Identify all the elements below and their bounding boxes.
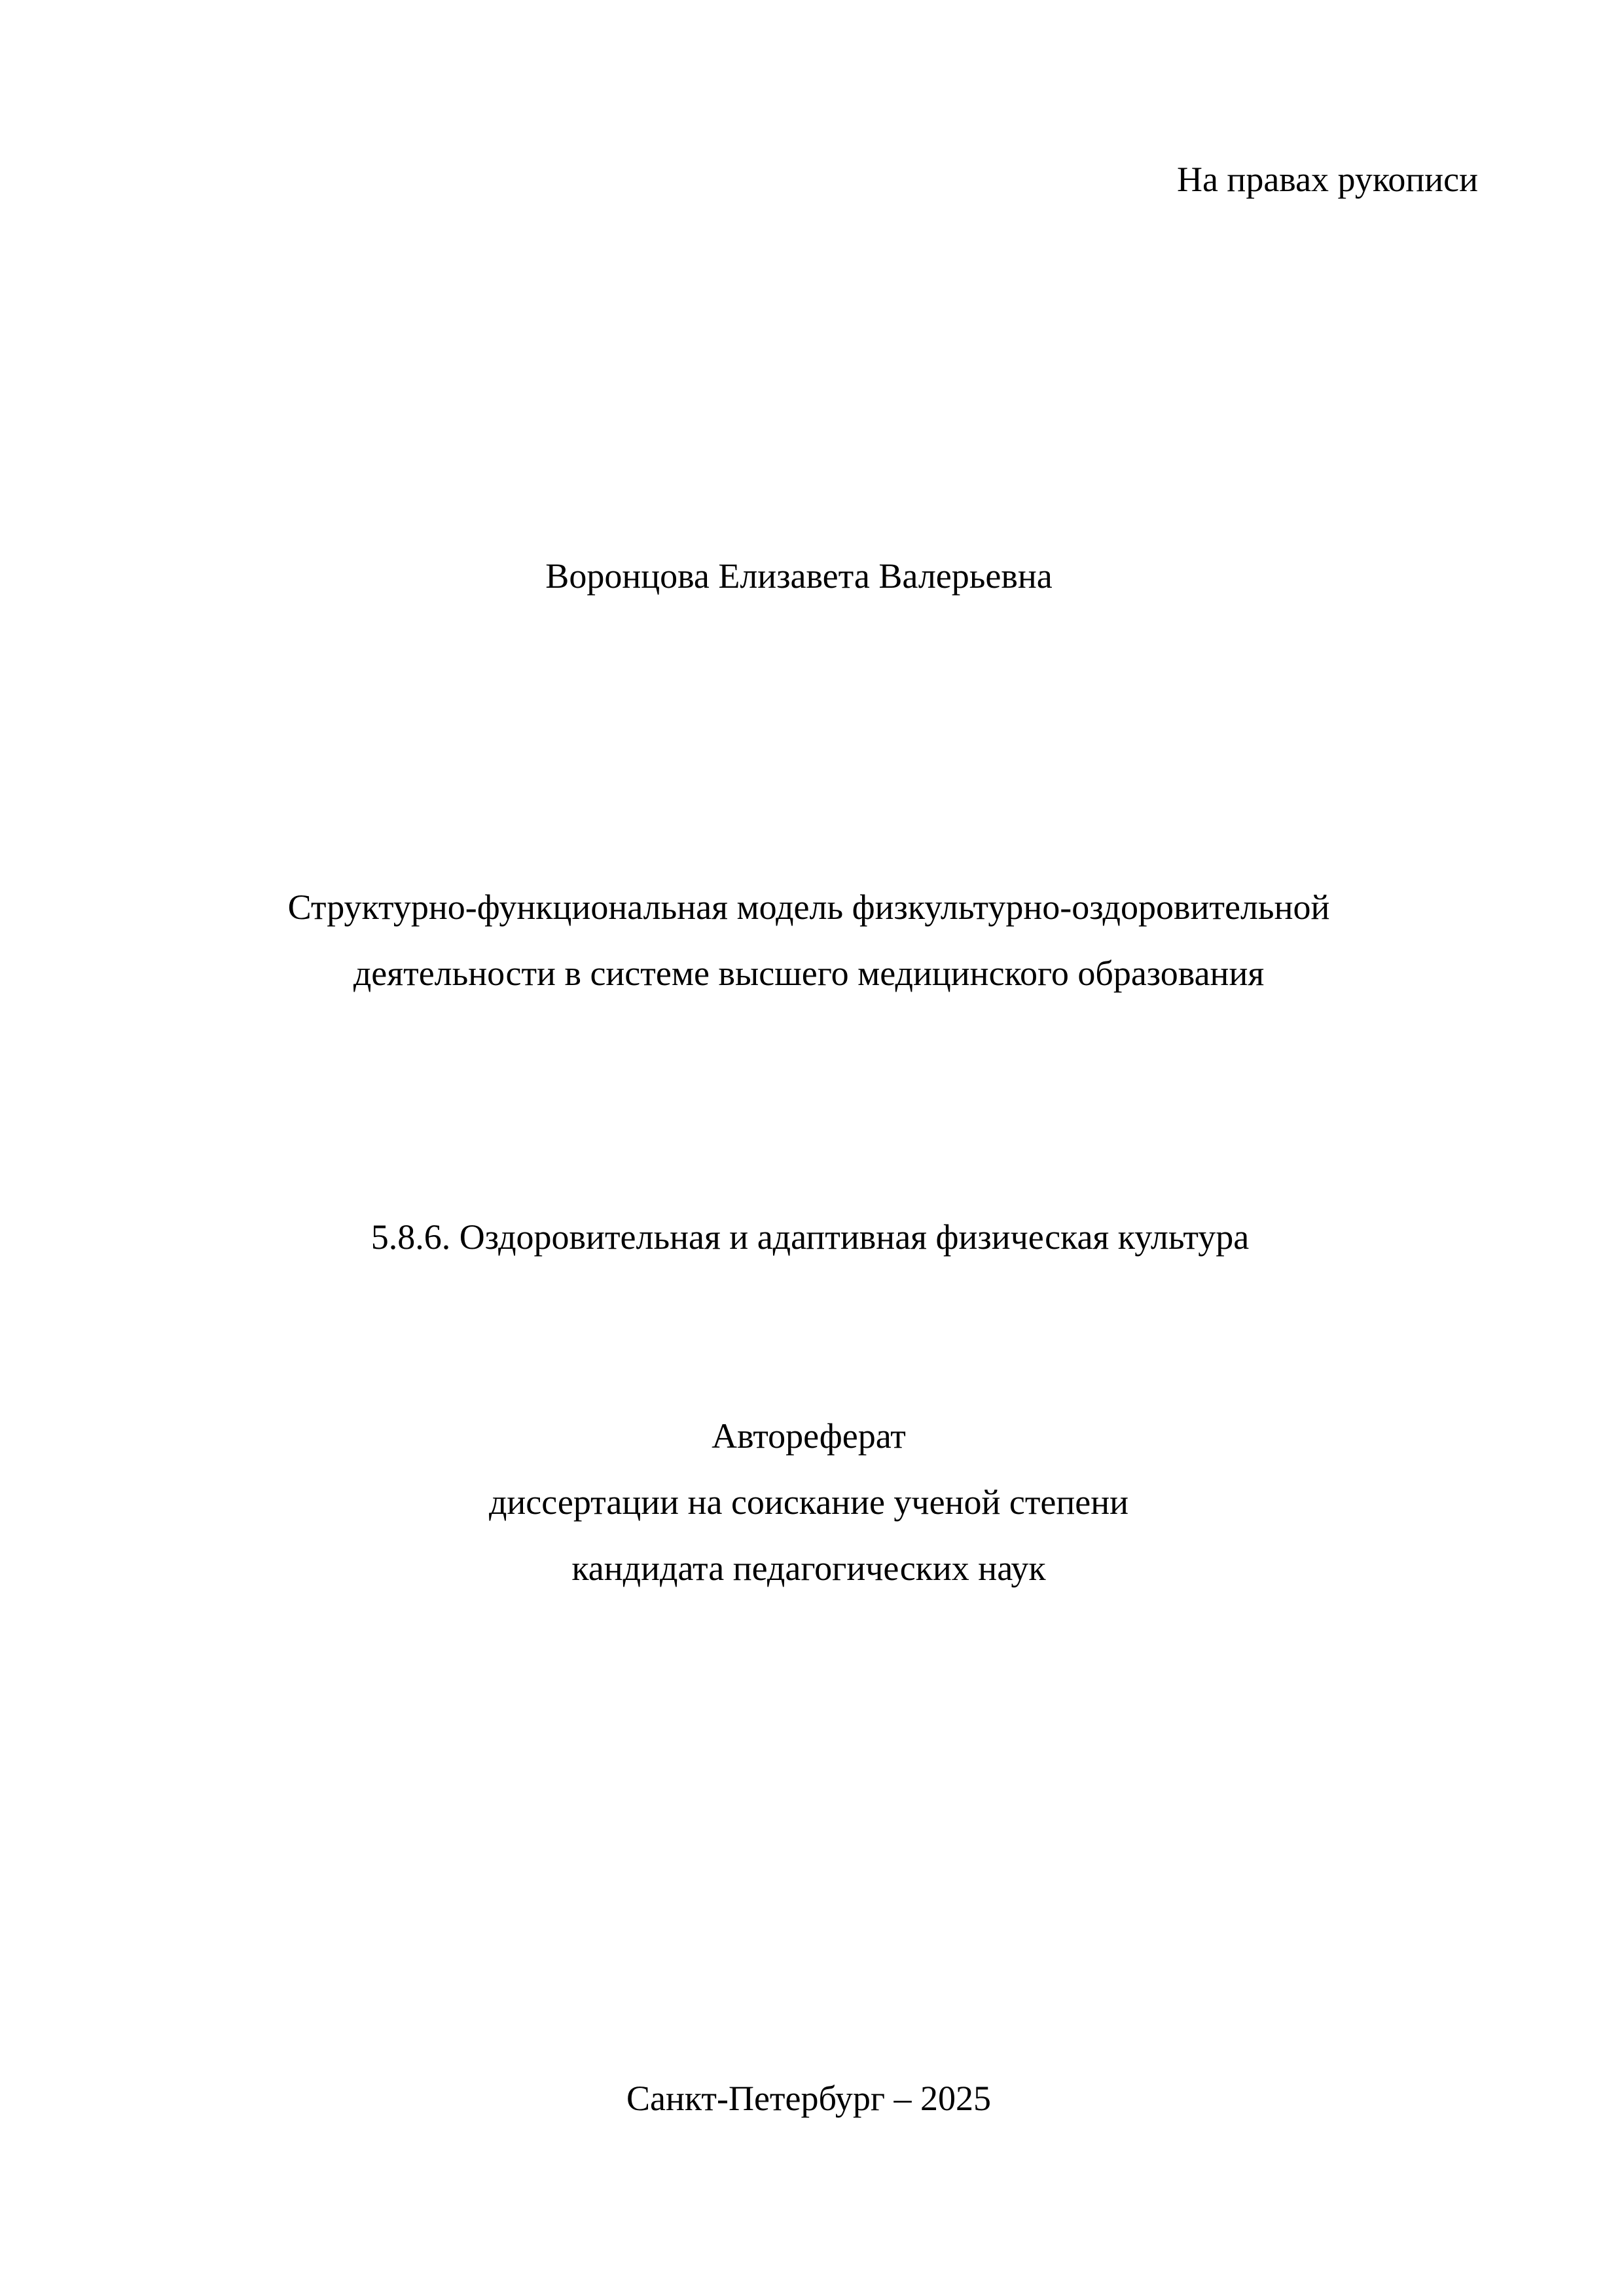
author-name: Воронцова Елизавета Валерьевна <box>545 556 1053 596</box>
title-line-2: деятельности в системе высшего медицинского образования <box>353 954 1265 993</box>
title-line-1: Структурно-функциональная модель физкультурно-оздоровительной <box>287 888 1330 927</box>
specialty: 5.8.6. Оздоровительная и адаптивная физическая культура <box>370 1217 1250 1257</box>
city-year: Санкт-Петербург – 2025 <box>626 2079 992 2118</box>
degree-name: кандидата педагогических наук <box>571 1549 1046 1588</box>
document-type: Автореферат <box>712 1416 906 1456</box>
degree-purpose: диссертации на соискание ученой степени <box>488 1482 1129 1522</box>
manuscript-rights-note: На правах рукописи <box>1176 160 1478 199</box>
